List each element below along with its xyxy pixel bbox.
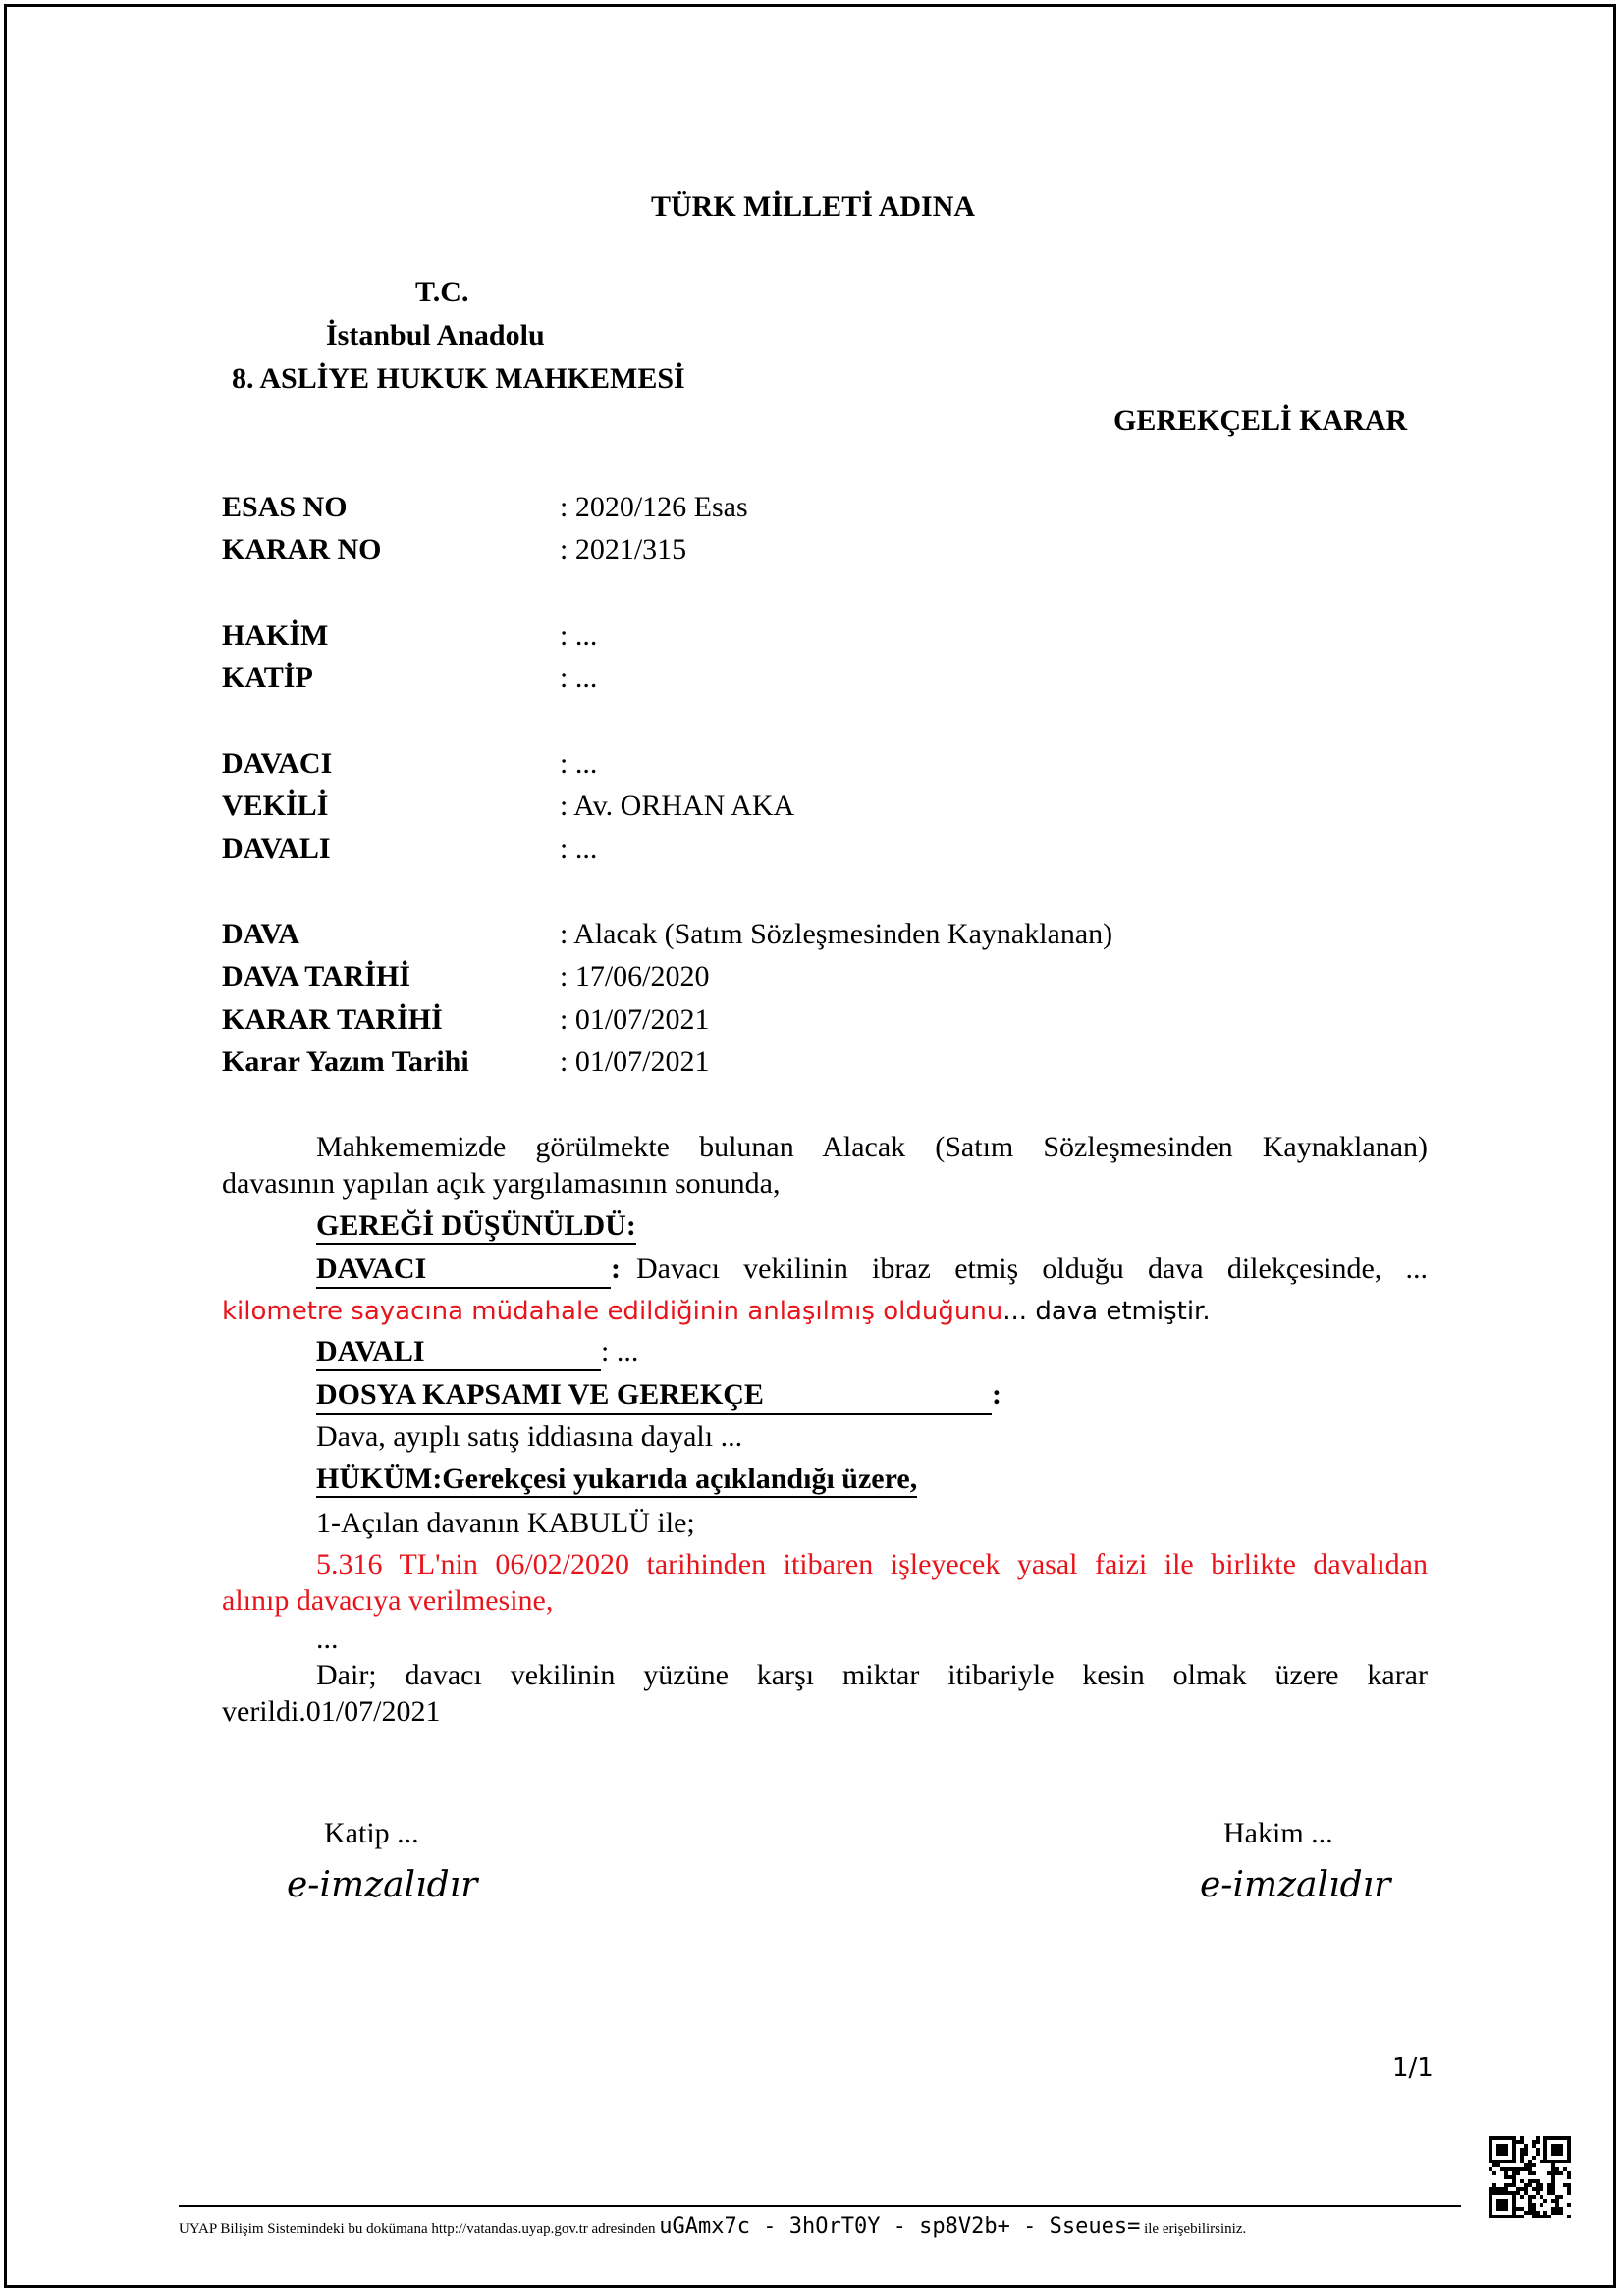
field-label: VEKİLİ xyxy=(222,789,329,822)
hukum-red-line-1: 5.316 TL'nin 06/02/2020 tarihinden itibaren işleyecek yasal faizi ile birlikte davalıdan xyxy=(316,1548,1428,1580)
intro-line-1: Mahkememizde görülmekte bulunan Alacak (Satım Sözleşmesinden Kaynaklanan) xyxy=(316,1131,1428,1163)
hakim-esignature: e-imzalıdır xyxy=(1200,1865,1391,1905)
footer-suffix: ile erişebilirsiniz. xyxy=(1144,2221,1247,2237)
dosya-colon: : xyxy=(992,1378,1001,1411)
footer-access-code: uGAmx7c - 3hOrT0Y - sp8V2b+ - Sseues= xyxy=(659,2215,1141,2239)
page-number: 1/1 xyxy=(1392,2054,1434,2083)
davaci-label: DAVACI xyxy=(316,1252,611,1289)
document-type: GEREKÇELİ KARAR xyxy=(1113,404,1408,437)
davaci-paragraph-line1 xyxy=(316,1252,1428,1289)
field-value: : Av. ORHAN AKA xyxy=(560,789,795,822)
field-label: HAKİM xyxy=(222,619,329,652)
davaci-red-text: kilometre sayacına müdahale edildiğinin anlaşılmış olduğunu xyxy=(222,1297,1003,1326)
field-value: : 2020/126 Esas xyxy=(560,491,748,523)
field-label: ESAS NO xyxy=(222,491,348,523)
intro-line-2: davasının yapılan açık yargılamasının sonunda, xyxy=(222,1167,781,1200)
dair-line-1: Dair; davacı vekilinin yüzüne karşı miktar itibariyle kesin olmak üzere karar xyxy=(316,1659,1428,1691)
court-city: İstanbul Anadolu xyxy=(326,319,545,351)
hakim-label: Hakim ... xyxy=(1223,1817,1333,1849)
katip-esignature: e-imzalıdır xyxy=(287,1865,478,1905)
field-value: : ... xyxy=(560,619,598,652)
dair-line-2: verildi.01/07/2021 xyxy=(222,1695,441,1728)
dosya-heading-line xyxy=(316,1377,1001,1415)
court-name: 8. ASLİYE HUKUK MAHKEMESİ xyxy=(232,362,685,395)
qr-code xyxy=(1489,2136,1571,2218)
footer-line xyxy=(179,2213,1246,2244)
davaci-colon: : xyxy=(611,1253,621,1285)
davaci-paragraph-line2 xyxy=(222,1293,1211,1329)
national-title: TÜRK MİLLETİ ADINA xyxy=(651,190,976,223)
field-value: : Alacak (Satım Sözleşmesinden Kaynaklanan) xyxy=(560,918,1113,950)
dosya-text: Dava, ayıplı satış iddiasına dayalı ... xyxy=(316,1420,743,1453)
republic-label: T.C. xyxy=(415,276,469,308)
footer-prefix: UYAP Bilişim Sistemindeki bu dokümana http://vatandas.uyap.gov.tr adresinden xyxy=(179,2221,656,2237)
field-label: DAVACI xyxy=(222,747,333,779)
field-value: : 01/07/2021 xyxy=(560,1045,710,1078)
field-value: : 01/07/2021 xyxy=(560,1003,710,1036)
field-value: : 2021/315 xyxy=(560,533,687,565)
hukum-ellipsis: ... xyxy=(316,1623,339,1655)
field-label: DAVALI xyxy=(222,832,331,865)
field-label: Karar Yazım Tarihi xyxy=(222,1045,469,1078)
field-value: : 17/06/2020 xyxy=(560,960,710,992)
field-label: KARAR TARİHİ xyxy=(222,1003,443,1036)
field-label: KARAR NO xyxy=(222,533,382,565)
field-label: DAVA TARİHİ xyxy=(222,960,411,992)
hukum-heading: HÜKÜM:Gerekçesi yukarıda açıklandığı üzere, xyxy=(316,1463,917,1498)
katip-label: Katip ... xyxy=(324,1817,419,1849)
gerekce-heading: GEREĞİ DÜŞÜNÜLDÜ: xyxy=(316,1209,636,1245)
davali-line xyxy=(316,1334,638,1371)
field-value: : ... xyxy=(560,747,598,779)
davali-value: : ... xyxy=(601,1335,639,1367)
hukum-item-1: 1-Açılan davanın KABULÜ ile; xyxy=(316,1507,695,1539)
field-label: DAVA xyxy=(222,918,299,950)
davaci-tail: ... dava etmiştir. xyxy=(1002,1297,1211,1326)
davaci-text: Davacı vekilinin ibraz etmiş olduğu dava dilekçesinde, ... xyxy=(636,1253,1428,1285)
davali-label: DAVALI xyxy=(316,1334,601,1371)
field-value: : ... xyxy=(560,832,598,865)
field-value: : ... xyxy=(560,662,598,694)
footer-rule xyxy=(179,2205,1461,2207)
field-label: KATİP xyxy=(222,662,313,694)
dosya-heading: DOSYA KAPSAMI VE GEREKÇE xyxy=(316,1377,992,1415)
hukum-red-line-2: alınıp davacıya verilmesine, xyxy=(222,1584,554,1617)
